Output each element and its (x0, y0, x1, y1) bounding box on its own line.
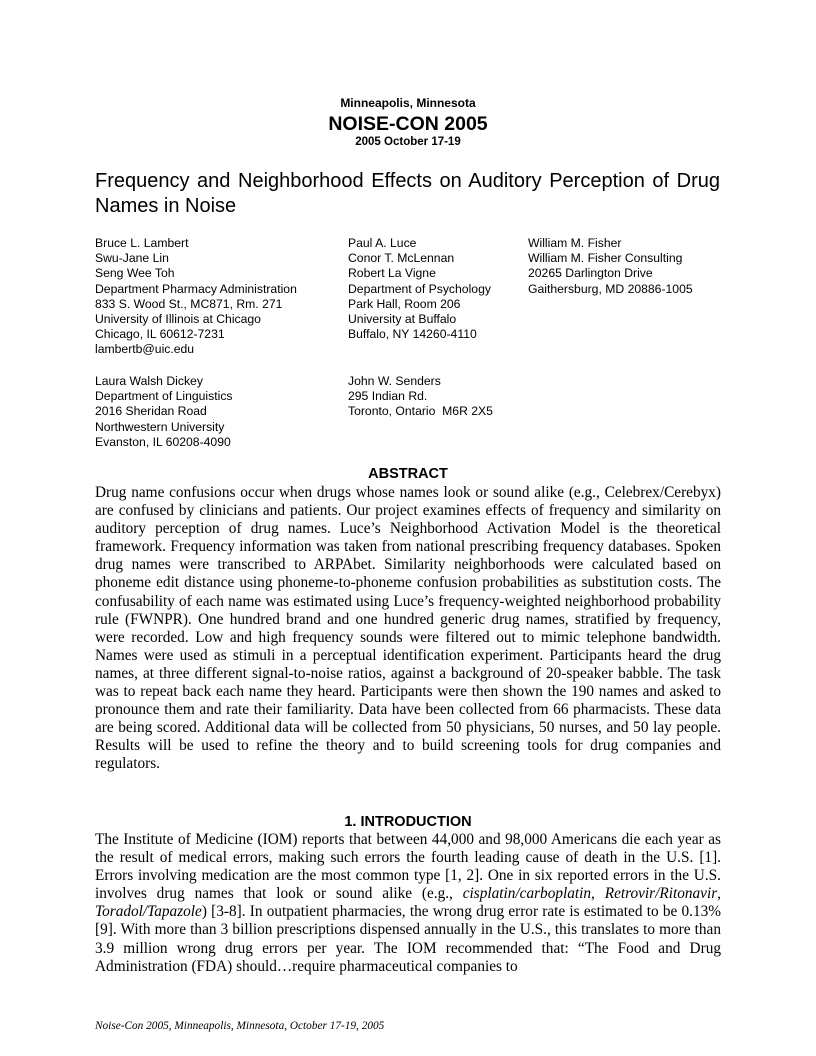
intro-text-part1: The Institute of Medicine (IOM) reports that between 44,000 and 98,000 Americans die each year as the result of medical errors, making such errors the fourth leading cause of death in the U.S. [1]. Errors involving medication are the most common type [1, 2]. One in six reported errors in the U.S. involves drug names that look or sound alike (e.g., (95, 831, 721, 903)
author-block-fisher (528, 236, 693, 297)
author-line: Gaithersburg, MD 20886-1005 (528, 281, 693, 296)
author-line: Seng Wee Toh (95, 266, 175, 281)
author-line: Paul A. Luce (348, 236, 417, 250)
intro-example-2: Retrovir/Ritonavir (604, 885, 718, 903)
author-line: William M. Fisher Consulting (528, 251, 683, 266)
author-line: 833 S. Wood St., MC871, Rm. 271 (95, 296, 283, 311)
author-line: lambertb@uic.edu (95, 342, 195, 357)
author-block-lambert (95, 236, 297, 358)
author-line: Department Pharmacy Administration (95, 281, 297, 296)
author-line: Department of Linguistics (95, 389, 233, 404)
intro-example-3: Toradol/Tapazole (95, 903, 202, 921)
author-line: Bruce L. Lambert (95, 236, 189, 250)
conference-dates: 2005 October 17-19 (355, 136, 461, 148)
intro-text-part2: ) [3-8]. In outpatient pharmacies, the wrong drug error rate is estimated to be 0.13% [9]. With more than 3 billion prescriptions dispensed annually in the U.S., this translates to more than 3.9 million wrong drug errors per year. The IOM recommended that: “The Food and Drug Administration (FDA) should…require pharmaceutical companies to (95, 903, 721, 975)
intro-separator-2: , (717, 885, 721, 903)
author-line: Chicago, IL 60612-7231 (95, 327, 225, 342)
author-line: Evanston, IL 60208-4090 (95, 434, 231, 449)
author-line: Toronto, Ontario M6R 2X5 (348, 404, 493, 419)
abstract-heading: ABSTRACT (368, 466, 448, 482)
author-line: John W. Senders (348, 374, 441, 388)
introduction-heading: 1. INTRODUCTION (344, 814, 472, 830)
author-block-dickey (95, 374, 233, 450)
page-footer: Noise-Con 2005, Minneapolis, Minnesota, October 17-19, 2005 (95, 1020, 385, 1032)
intro-separator-1: , (591, 885, 605, 903)
author-block-luce (348, 236, 491, 342)
paper-title: Frequency and Neighborhood Effects on Auditory Perception of Drug Names in Noise (95, 170, 720, 217)
author-line: Northwestern University (95, 419, 225, 434)
author-line: William M. Fisher (528, 236, 622, 250)
author-line: 2016 Sheridan Road (95, 404, 207, 419)
author-line: Department of Psychology (348, 281, 491, 296)
author-line: Swu-Jane Lin (95, 251, 169, 266)
conference-location: Minneapolis, Minnesota (340, 96, 476, 110)
author-line: University at Buffalo (348, 312, 457, 327)
author-line: Robert La Vigne (348, 266, 436, 281)
author-line: Laura Walsh Dickey (95, 374, 203, 388)
author-block-senders (348, 374, 493, 420)
conference-name: NOISE-CON 2005 (328, 113, 488, 135)
intro-example-1: cisplatin/carboplatin (462, 885, 592, 903)
abstract-text: Drug name confusions occur when drugs whose names look or sound alike (e.g., Celebrex/Cerebyx) are confused by clinicians and patients. Our project examines effects of frequency and similarity on auditory perception of drug names. Luce’s Neighborhood Activation Model is the theoretical framework. Frequency information was taken from national prescribing frequency databases. Spoken drug names were transcribed to ARPAbet. Similarity neighborhoods were calculated based on phoneme edit distance using phoneme-to-phoneme confusion probabilities as substitution costs. The confusability of each name was estimated using Luce’s frequency-weighted neighborhood probability rule (FWNPR). One hundred brand and one hundred generic drug names, stratified by frequency, were recorded. Low and high frequency sounds were filtered out to mimic telephone bandwidth. Names were used as stimuli in a perceptual identification experiment. Participants heard the drug names, at three different signal-to-noise ratios, against a background of 20-speaker babble. The task was to repeat back each name they heard. Participants were then shown the 190 names and asked to pronounce them and rate their familiarity. Data have been collected from 66 pharmacists. These data are being scored. Additional data will be collected from 50 physicians, 50 nurses, and 50 lay people. Results will be used to refine the theory and to build screening tools for drug companies and regulators. (95, 484, 721, 773)
author-line: University of Illinois at Chicago (95, 312, 261, 327)
author-line: Conor T. McLennan (348, 251, 455, 266)
author-line: 20265 Darlington Drive (528, 266, 653, 281)
introduction-text (95, 831, 721, 976)
author-line: Park Hall, Room 206 (348, 296, 461, 311)
author-line: 295 Indian Rd. (348, 389, 428, 404)
author-line: Buffalo, NY 14260-4110 (348, 327, 477, 342)
